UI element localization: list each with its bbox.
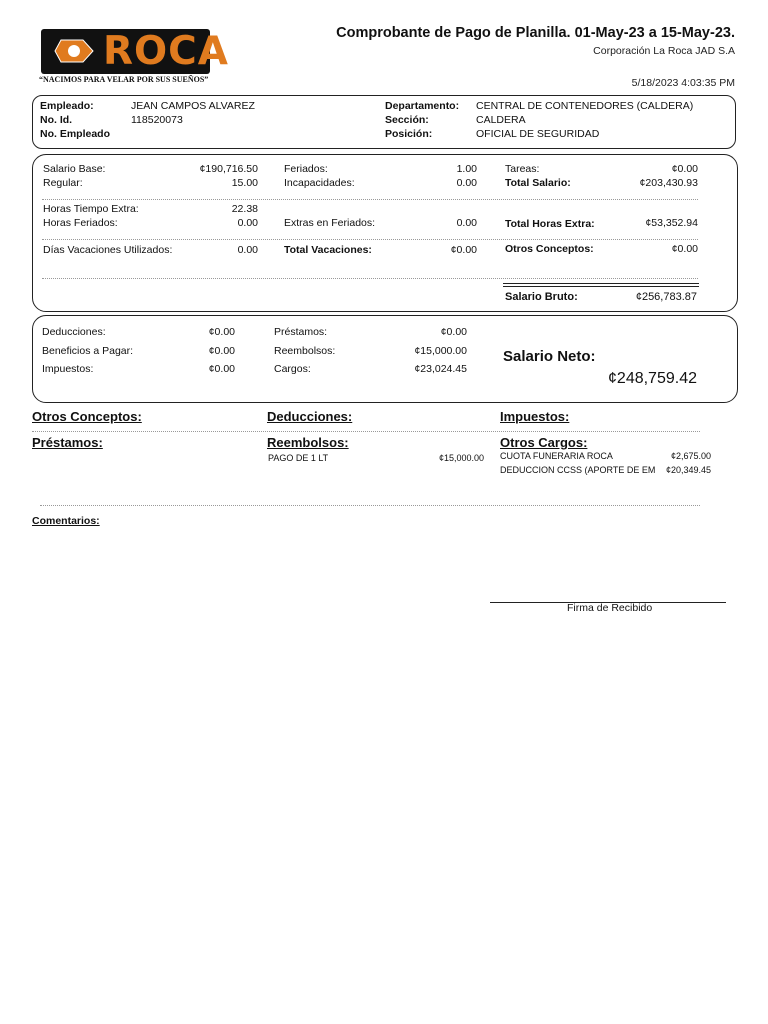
- regular-value: 15.00: [231, 177, 258, 189]
- total-vacaciones-label: Total Vacaciones:: [284, 244, 372, 256]
- horas-feriados-label: Horas Feriados:: [43, 217, 118, 229]
- tareas-label: Tareas:: [505, 163, 540, 175]
- feriados-value: 1.00: [456, 163, 477, 175]
- comentarios-label: Comentarios:: [32, 515, 100, 527]
- impuestos-label: Impuestos:: [42, 363, 94, 375]
- id-value: 118520073: [131, 114, 183, 126]
- impuestos-value: ¢0.00: [208, 363, 235, 375]
- list-item: DEDUCCION CCSS (APORTE DE EM: [500, 465, 656, 475]
- horas-tiempo-extra-value: 22.38: [231, 203, 258, 215]
- salario-base-value: ¢190,716.50: [199, 163, 258, 175]
- id-label: No. Id.: [40, 114, 73, 126]
- dias-vacaciones-label: Días Vacaciones Utilizados:: [43, 244, 173, 256]
- salario-neto-label: Salario Neto:: [503, 348, 596, 365]
- departamento-label: Departamento:: [385, 100, 460, 112]
- total-horas-extra-value: ¢53,352.94: [645, 217, 698, 229]
- tareas-value: ¢0.00: [671, 163, 698, 175]
- print-datetime: 5/18/2023 4:03:35 PM: [631, 77, 735, 89]
- cargos-label: Cargos:: [274, 363, 311, 375]
- roca-emblem-icon: [53, 38, 97, 64]
- incapacidades-value: 0.00: [456, 177, 477, 189]
- prestamos-label: Préstamos:: [274, 326, 328, 338]
- bruto-rule: [503, 283, 699, 284]
- company-logo: [41, 29, 229, 74]
- dias-vacaciones-value: 0.00: [237, 244, 258, 256]
- total-vacaciones-value: ¢0.00: [450, 244, 477, 256]
- document-title: Comprobante de Pago de Planilla. 01-May-23 a 15-May-23.: [336, 25, 735, 41]
- deducciones-heading: Deducciones:: [267, 409, 353, 424]
- prestamos-heading: Préstamos:: [32, 435, 103, 450]
- cargos-value: ¢23,024.45: [414, 363, 467, 375]
- beneficios-label: Beneficios a Pagar:: [42, 345, 134, 357]
- empleado-value: JEAN CAMPOS ALVAREZ: [131, 100, 255, 112]
- horas-tiempo-extra-label: Horas Tiempo Extra:: [43, 203, 139, 215]
- empleado-label: Empleado:: [40, 100, 94, 112]
- divider: [32, 431, 700, 432]
- salario-bruto-value: ¢256,783.87: [635, 291, 697, 303]
- seccion-label: Sección:: [385, 114, 429, 126]
- horas-feriados-value: 0.00: [237, 217, 258, 229]
- list-item: PAGO DE 1 LT: [268, 453, 329, 463]
- salario-base-label: Salario Base:: [43, 163, 106, 175]
- total-salario-value: ¢203,430.93: [639, 177, 698, 189]
- incapacidades-label: Incapacidades:: [284, 177, 355, 189]
- divider: [42, 278, 698, 279]
- firma-label: Firma de Recibido: [567, 602, 653, 614]
- reembolsos-value: ¢15,000.00: [414, 345, 467, 357]
- list-item-amount: ¢2,675.00: [670, 451, 711, 461]
- reembolsos-label: Reembolsos:: [274, 345, 336, 357]
- extras-feriados-label: Extras en Feriados:: [284, 217, 376, 229]
- reembolsos-heading: Reembolsos:: [267, 435, 349, 450]
- impuestos-heading: Impuestos:: [500, 409, 570, 424]
- prestamos-value: ¢0.00: [440, 326, 467, 338]
- beneficios-value: ¢0.00: [208, 345, 235, 357]
- total-horas-extra-label: Total Horas Extra:: [505, 218, 595, 230]
- salario-neto-value: ¢248,759.42: [608, 370, 697, 387]
- otros-conceptos-heading: Otros Conceptos:: [32, 409, 142, 424]
- list-item-amount: ¢15,000.00: [438, 453, 484, 463]
- total-salario-label: Total Salario:: [505, 177, 571, 189]
- divider: [42, 199, 698, 200]
- feriados-label: Feriados:: [284, 163, 328, 175]
- divider: [42, 239, 698, 240]
- salario-bruto-label: Salario Bruto:: [505, 291, 578, 303]
- list-item-amount: ¢20,349.45: [665, 465, 711, 475]
- otros-conceptos-value: ¢0.00: [671, 243, 698, 255]
- otros-conceptos-label: Otros Conceptos:: [505, 243, 594, 255]
- departamento-value: CENTRAL DE CONTENEDORES (CALDERA): [476, 100, 694, 112]
- divider: [40, 505, 700, 506]
- deducciones-value: ¢0.00: [208, 326, 235, 338]
- deducciones-label: Deducciones:: [42, 326, 106, 338]
- extras-feriados-value: 0.00: [456, 217, 477, 229]
- num-empleado-label: No. Empleado: [40, 128, 111, 140]
- otros-cargos-heading: Otros Cargos:: [500, 435, 588, 450]
- posicion-value: OFICIAL DE SEGURIDAD: [476, 128, 600, 140]
- regular-label: Regular:: [43, 177, 83, 189]
- logo-tagline: “NACIMOS PARA VELAR POR SUS SUEÑOS”: [39, 75, 209, 84]
- logo-brand-text: ROCA: [103, 29, 229, 74]
- seccion-value: CALDERA: [476, 114, 526, 126]
- bruto-rule: [503, 286, 699, 287]
- list-item: CUOTA FUNERARIA ROCA: [500, 451, 613, 461]
- company-name: Corporación La Roca JAD S.A: [593, 45, 735, 57]
- posicion-label: Posición:: [385, 128, 433, 140]
